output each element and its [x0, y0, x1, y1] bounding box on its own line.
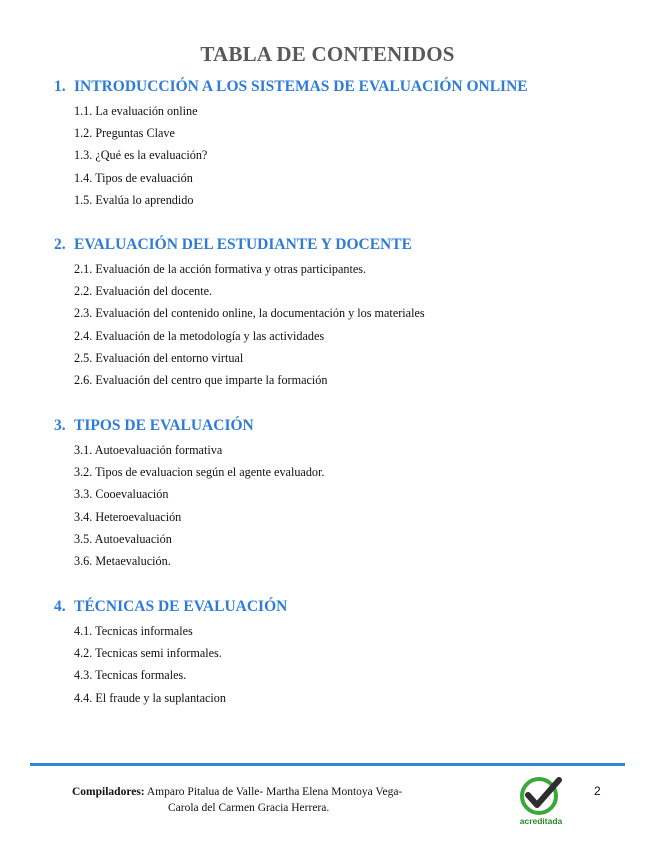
toc-item[interactable]: 2.5. Evaluación del entorno virtual	[74, 350, 244, 365]
section-heading[interactable]	[54, 236, 634, 254]
check-badge-icon	[516, 776, 566, 818]
toc-section-2	[54, 236, 634, 391]
toc-item[interactable]: 1.2. Preguntas Clave	[74, 126, 175, 141]
logo-text: acreditada	[519, 816, 563, 826]
toc-items	[54, 258, 634, 391]
compilers-names-line1: Amparo Pitalua de Valle- Martha Elena Montoya Vega-	[146, 786, 403, 798]
page-number: 2	[594, 784, 601, 798]
toc-items	[54, 439, 634, 572]
toc-item[interactable]: 4.2. Tecnicas semi informales.	[74, 646, 222, 661]
toc-item[interactable]: 3.6. Metaevalución.	[74, 554, 171, 569]
toc-item[interactable]: 4.3. Tecnicas formales.	[74, 668, 187, 683]
footer-divider	[30, 763, 625, 766]
toc-section-3	[54, 417, 634, 572]
footer-compilers	[72, 784, 492, 816]
section-title: TIPOS DE EVALUACIÓN	[74, 417, 254, 434]
toc-items	[54, 100, 634, 211]
toc-section-1	[54, 78, 634, 211]
toc-item[interactable]: 3.2. Tipos de evaluacion según el agente evaluador.	[74, 465, 325, 480]
toc-item[interactable]: 1.4. Tipos de evaluación	[74, 170, 193, 185]
toc-item[interactable]: 2.2. Evaluación del docente.	[74, 284, 213, 299]
page-title: TABLA DE CONTENIDOS	[200, 42, 455, 66]
accreditation-logo	[516, 776, 566, 832]
section-number: 4.	[54, 598, 66, 615]
section-number: 1.	[54, 78, 66, 95]
toc-item[interactable]: 4.1. Tecnicas informales	[74, 624, 193, 638]
toc-item[interactable]: 3.4. Heteroevaluación	[74, 509, 182, 524]
toc-item[interactable]: 4.4. El fraude y la suplantacion	[74, 690, 226, 705]
toc-item[interactable]: 3.3. Cooevaluación	[74, 487, 169, 502]
section-title: TÉCNICAS DE EVALUACIÓN	[74, 598, 288, 615]
toc-item[interactable]: 3.1. Autoevaluación formativa	[74, 443, 223, 457]
compilers-names-line2: Carola del Carmen Gracia Herrera.	[168, 802, 330, 814]
toc-item[interactable]: 1.3. ¿Qué es la evaluación?	[74, 148, 208, 163]
section-number: 3.	[54, 417, 66, 434]
section-title: EVALUACIÓN DEL ESTUDIANTE Y DOCENTE	[74, 236, 412, 253]
compilers-label: Compiladores:	[72, 786, 145, 798]
toc-item[interactable]: 2.3. Evaluación del contenido online, la documentación y los materiales	[74, 306, 425, 321]
toc-item[interactable]: 1.5. Evalúa lo aprendido	[74, 192, 194, 207]
toc-section-4	[54, 598, 634, 709]
section-number: 2.	[54, 236, 66, 253]
section-heading[interactable]	[54, 417, 634, 435]
toc-item[interactable]: 2.4. Evaluación de la metodología y las actividades	[74, 328, 325, 343]
toc-item[interactable]: 3.5. Autoevaluación	[74, 531, 172, 546]
section-title: INTRODUCCIÓN A LOS SISTEMAS DE EVALUACIÓN ONLINE	[74, 78, 528, 95]
toc-item[interactable]: 1.1. La evaluación online	[74, 104, 198, 118]
section-heading[interactable]	[54, 598, 634, 616]
toc-item[interactable]: 2.1. Evaluación de la acción formativa y otras participantes.	[74, 262, 367, 276]
toc-item[interactable]: 2.6. Evaluación del centro que imparte la formación	[74, 373, 328, 388]
toc-items	[54, 620, 634, 709]
section-heading[interactable]	[54, 78, 634, 96]
